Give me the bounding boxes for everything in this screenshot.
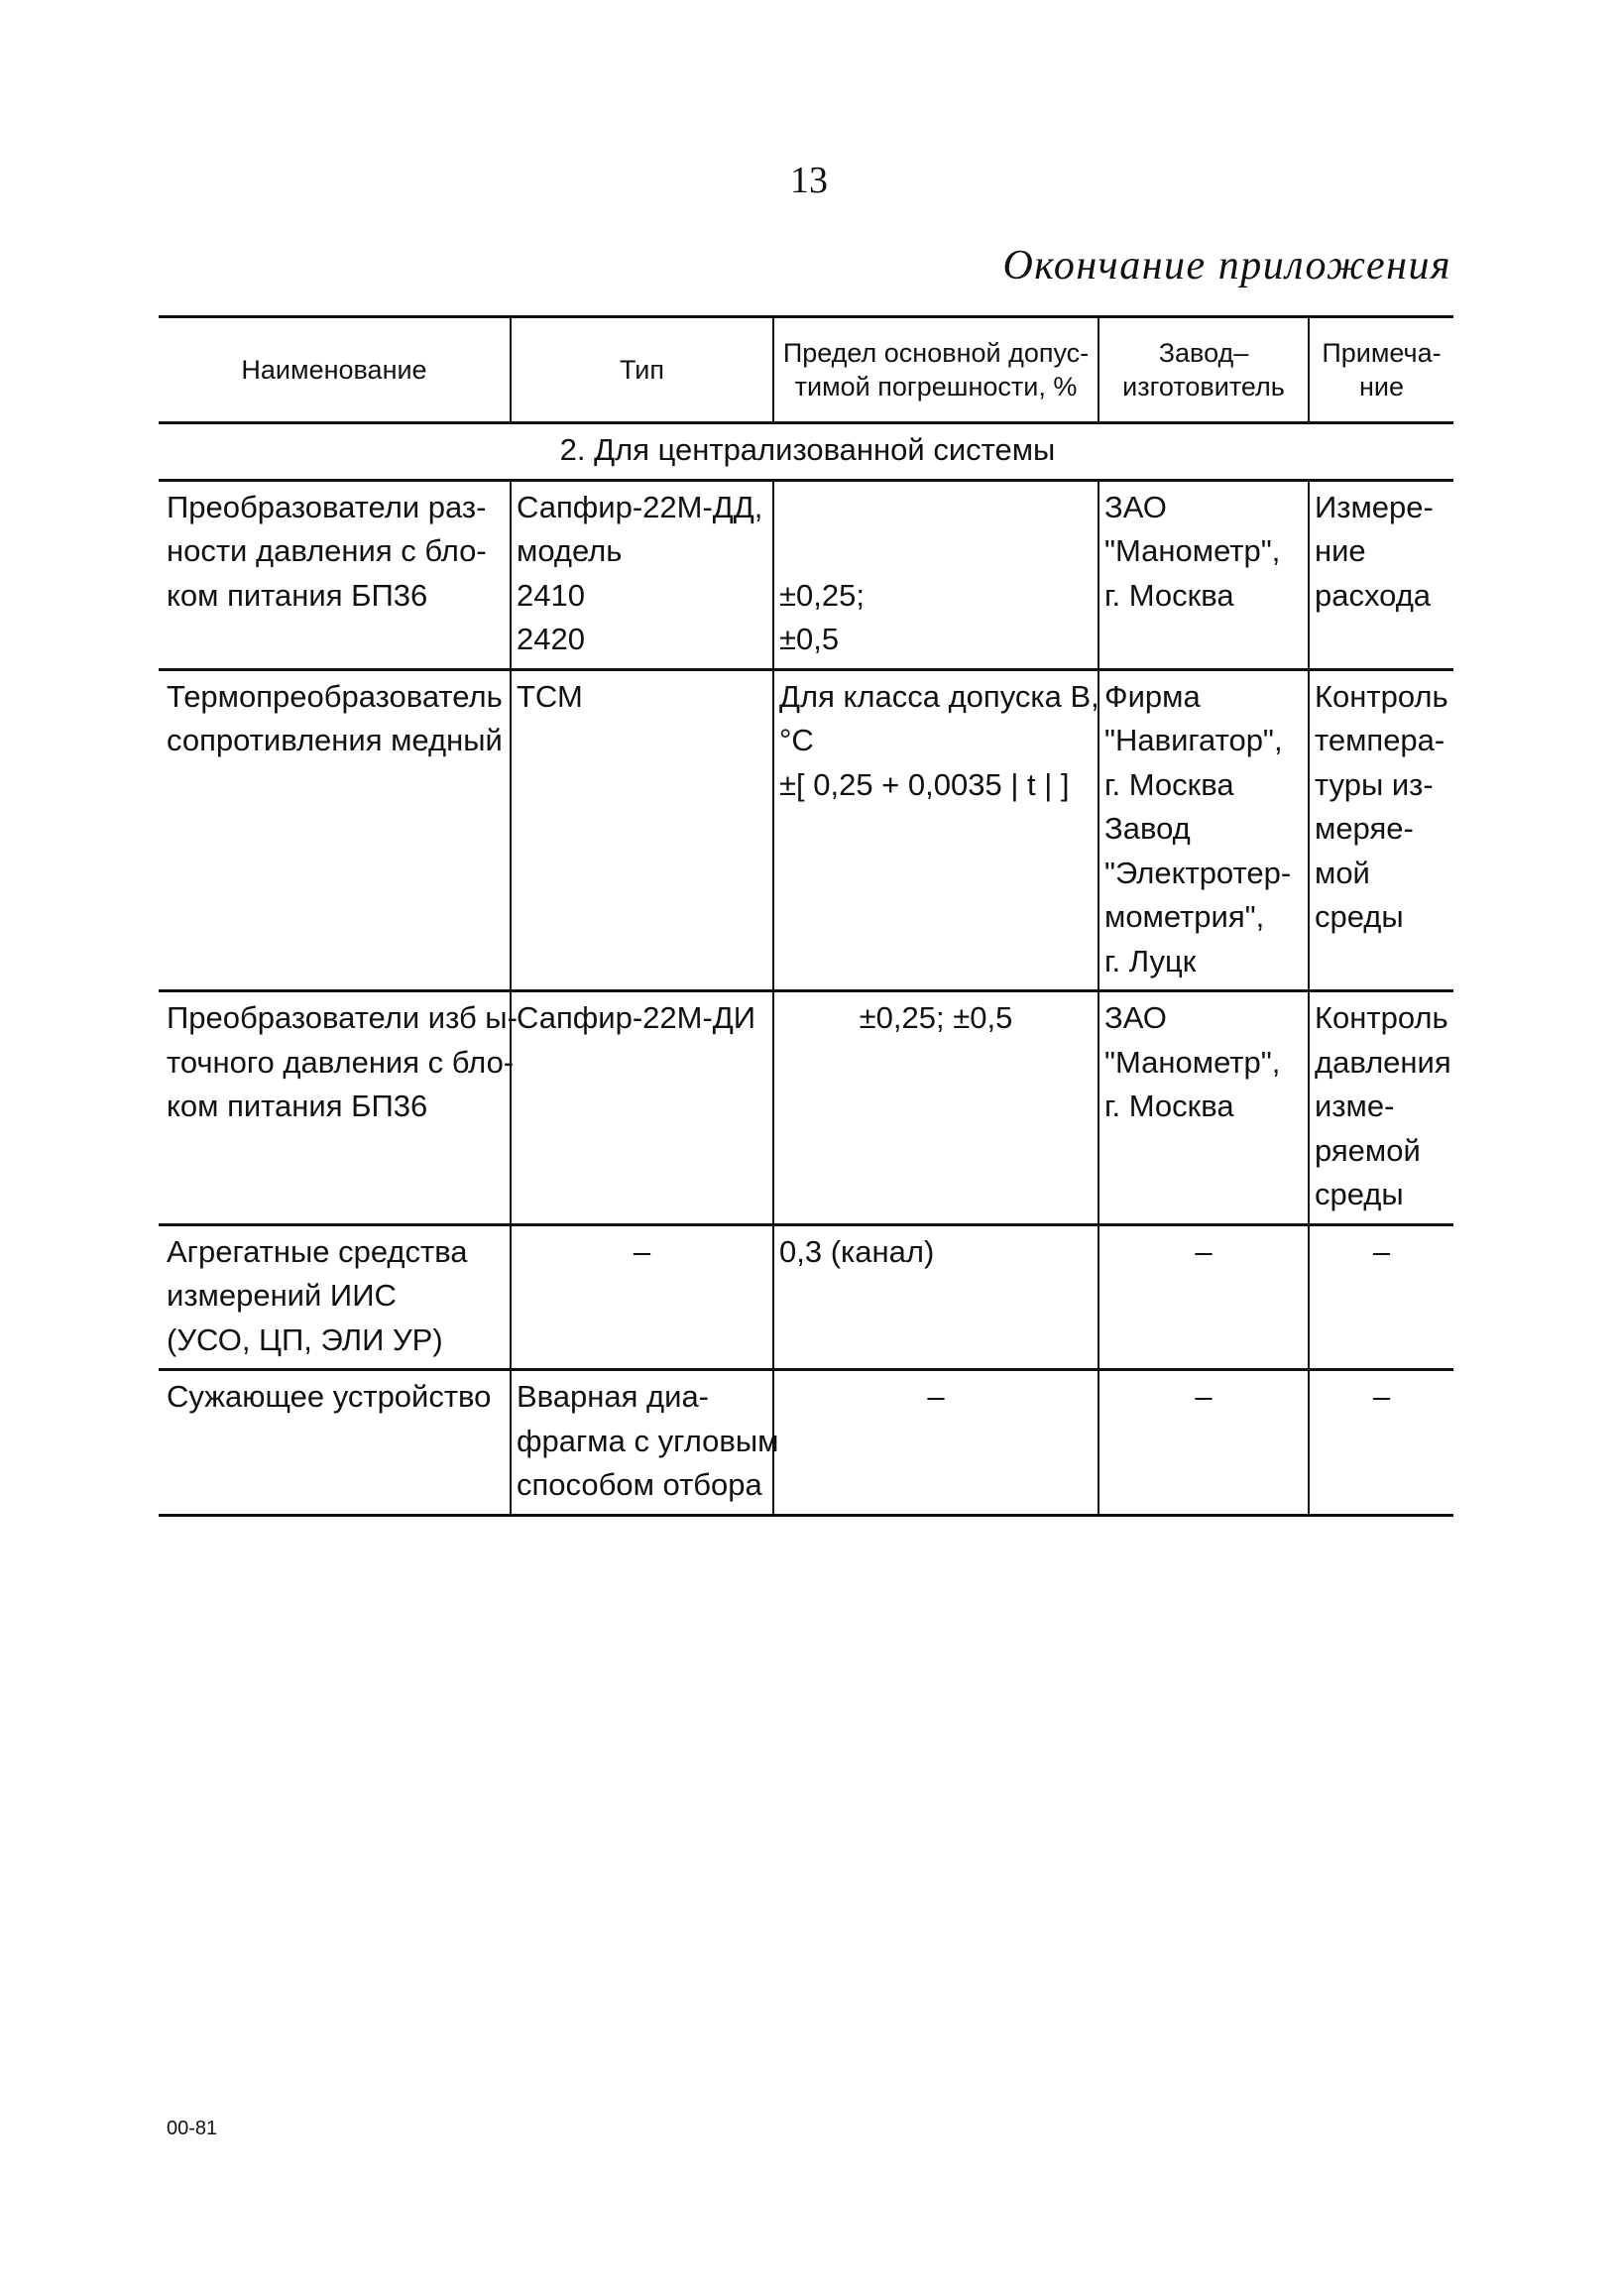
table-row [159,480,1453,669]
cell-type [511,991,773,1225]
cell-line: меряе- [1315,811,1414,846]
header-manufacturer-line: изготовитель [1122,372,1285,402]
section-title: 2. Для централизованной системы [159,423,1453,481]
cell-line: Вварная диа- [517,1379,710,1414]
cell-line: ЗАО [1104,1000,1167,1035]
cell-type [511,669,773,991]
table-header-row [159,317,1453,423]
cell-line: г. Луцк [1104,943,1197,978]
cell-line: Фирма [1104,678,1201,714]
cell-line: °С [779,723,814,757]
cell-line: ряемой [1315,1132,1421,1168]
cell-name [159,480,511,669]
cell-accuracy [773,480,1098,669]
header-manufacturer [1098,317,1309,423]
cell-accuracy [773,991,1098,1225]
cell-accuracy [773,669,1098,991]
cell-line: Для класса допуска В, [779,678,1099,714]
header-accuracy [773,317,1098,423]
cell-line: – [1372,1379,1391,1414]
cell-line: среды [1315,899,1404,934]
cell-line: Термопреобразователь [167,678,503,714]
cell-line: – [1372,1233,1391,1269]
cell-note [1309,480,1453,669]
cell-line: ТСМ [517,678,583,714]
cell-line: – [927,1379,945,1414]
header-accuracy-line: тимой погрешности, % [794,372,1078,402]
cell-line: "Электротер- [1104,855,1292,890]
cell-line: Сужающее устройство [167,1379,492,1414]
cell-line: "Манометр", [1104,1044,1281,1080]
cell-line: мометрия", [1104,899,1265,934]
cell-type [511,480,773,669]
cell-name [159,1224,511,1370]
spacer [779,486,1093,530]
cell-line: модель [517,533,623,568]
cell-line: ±[ 0,25 + 0,0035 | t | ] [779,766,1070,802]
cell-line: ЗАО [1104,489,1167,524]
section-row [159,423,1453,481]
cell-line: измерений ИИС [167,1278,397,1313]
table-row [159,1224,1453,1370]
cell-type [511,1370,779,1516]
header-name: Наименование [159,317,511,423]
header-manufacturer-line: Завод– [1158,338,1249,368]
header-note-line: ние [1358,372,1404,402]
cell-line: туры из- [1315,766,1434,802]
header-type: Тип [511,317,773,423]
cell-line: Измере- [1315,489,1434,524]
cell-line: ±0,25; [779,577,865,613]
cell-line: способом отбора [517,1467,762,1502]
cell-line: изме- [1315,1089,1395,1123]
cell-line: давления [1315,1044,1451,1080]
cell-line: Завод [1104,811,1191,846]
table-row [159,669,1453,991]
cell-line: "Навигатор", [1104,723,1283,757]
cell-note [1309,991,1453,1225]
cell-line: ±0,25; ±0,5 [859,1000,1013,1035]
cell-line: Преобразователи раз- [167,489,487,524]
cell-line: г. Москва [1104,766,1234,802]
cell-line: ком питания БП36 [167,1089,428,1123]
cell-line: ние [1315,533,1366,568]
cell-manufacturer [1098,480,1309,669]
cell-name [159,1370,511,1516]
cell-line: г. Москва [1104,1089,1234,1123]
cell-line: 0,3 (канал) [779,1233,935,1269]
cell-line: 2410 [517,577,585,613]
cell-line: точного давления с бло- [167,1044,515,1080]
cell-manufacturer [1098,991,1309,1225]
cell-manufacturer [1098,669,1309,991]
cell-line: 2420 [517,622,585,656]
cell-note [1309,1224,1453,1370]
cell-type [511,1224,773,1370]
cell-manufacturer [1098,1224,1309,1370]
cell-line: – [1195,1379,1213,1414]
table-row [159,991,1453,1225]
cell-line: темпера- [1315,723,1445,757]
header-note-line: Примеча- [1322,338,1442,368]
page-number: 13 [790,160,828,201]
cell-line: (УСО, ЦП, ЭЛИ УР) [167,1321,443,1357]
header-accuracy-line: Предел основной допус- [782,338,1090,368]
cell-note [1309,669,1453,991]
header-note [1309,317,1453,423]
cell-line: "Манометр", [1104,533,1281,568]
cell-line: ности давления с бло- [167,533,487,568]
cell-accuracy [773,1224,1098,1370]
cell-line: Контроль [1315,678,1448,714]
cell-line: Сапфир-22М-ДД, [517,489,763,524]
cell-line: фрагма с угловым [517,1423,779,1458]
footer-code: 00-81 [167,2118,218,2139]
appendix-title: Окончание приложения [1002,243,1451,288]
cell-line: г. Москва [1104,577,1234,613]
cell-line: – [1195,1233,1213,1269]
cell-accuracy [773,1370,1098,1516]
cell-line: Агрегатные средства [167,1233,468,1269]
cell-line: Контроль [1315,1000,1448,1035]
cell-line: среды [1315,1177,1404,1211]
cell-line: Сапфир-22М-ДИ [517,1000,756,1035]
cell-line: ±0,5 [779,622,840,656]
cell-manufacturer [1098,1370,1309,1516]
cell-line: сопротивления медный [167,723,503,757]
cell-line: Преобразователи изб ы- [167,1000,518,1035]
cell-line: мой [1315,855,1370,890]
cell-name [159,991,518,1225]
cell-name [159,669,511,991]
cell-line: расхода [1315,577,1432,613]
cell-note [1309,1370,1453,1516]
cell-line: – [633,1233,651,1269]
cell-line: ком питания БП36 [167,577,428,613]
spacer [779,529,1093,574]
table-row [159,1370,1453,1516]
specification-table [159,315,1453,1517]
